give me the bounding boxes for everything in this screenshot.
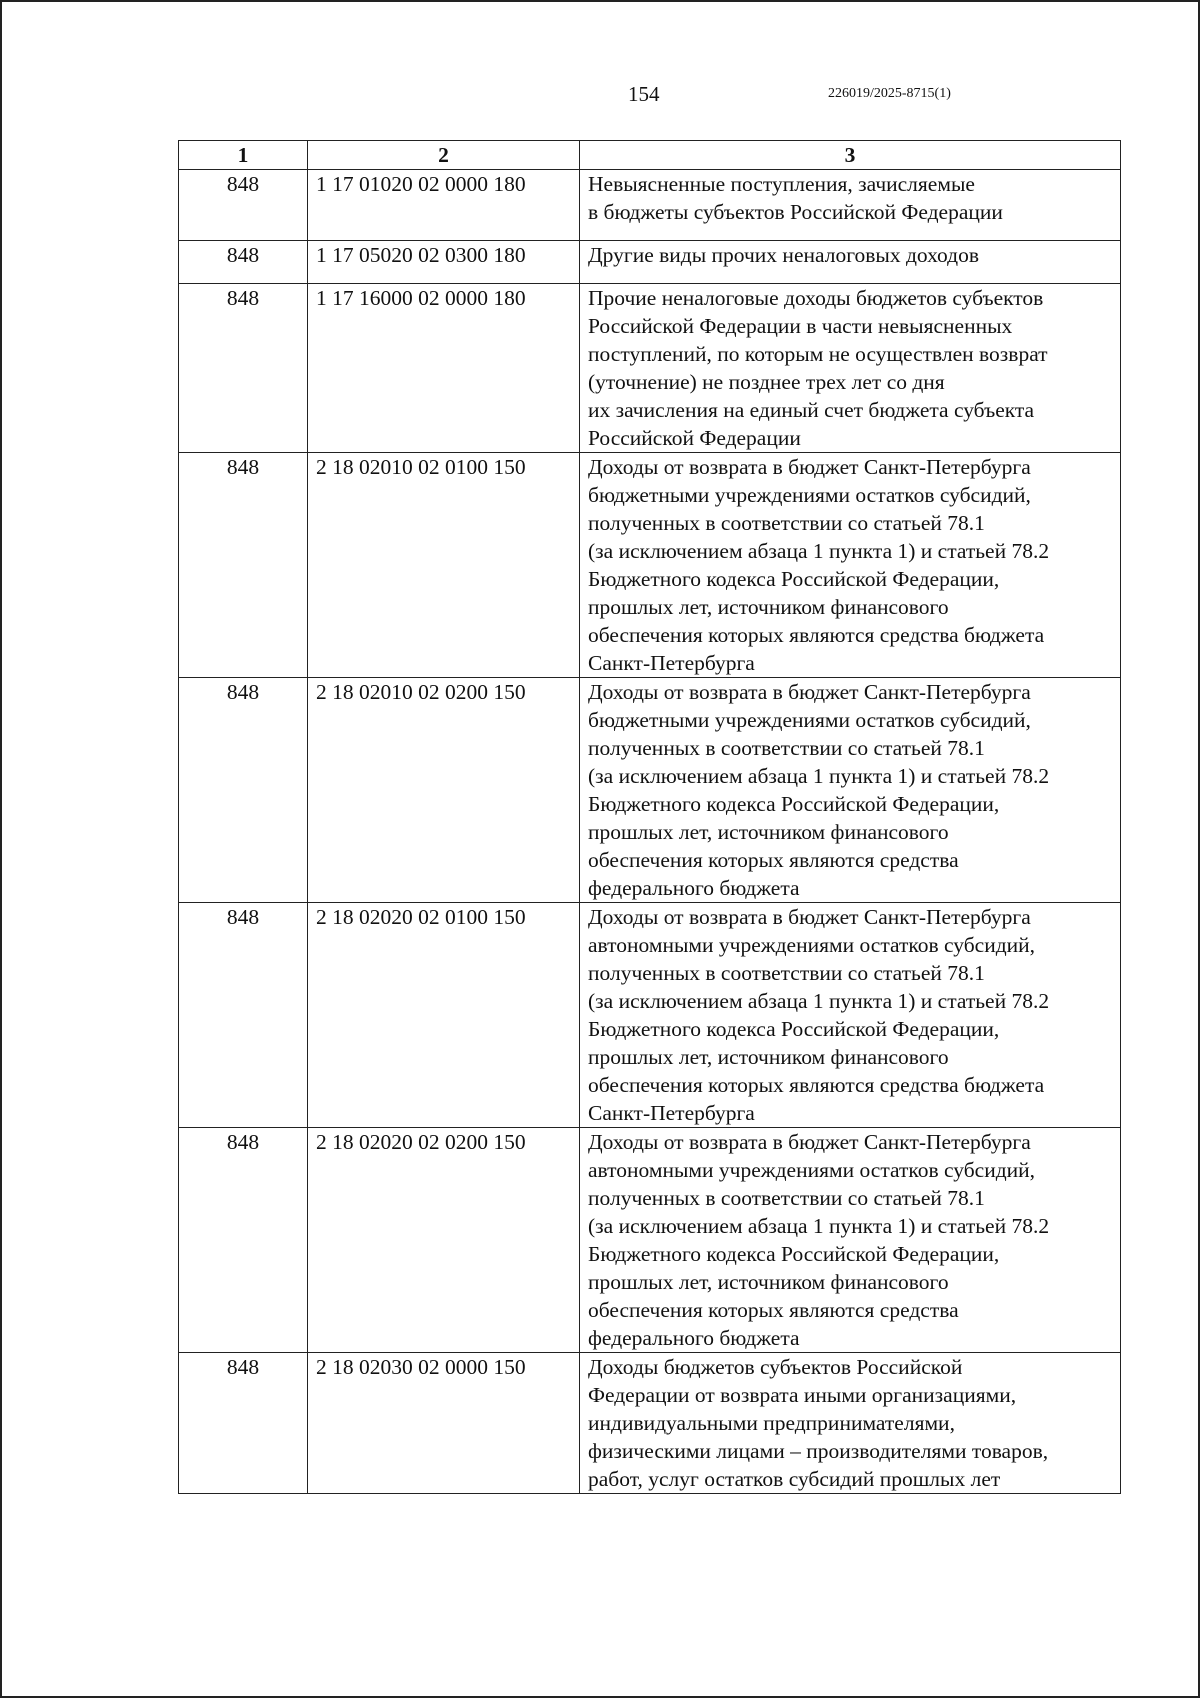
revenue-name-line: обеспечения которых являются средства бюджета <box>588 1073 1045 1097</box>
revenue-name-line: (за исключением абзаца 1 пункта 1) и статьей 78.2 <box>588 539 1050 563</box>
revenue-name-line: автономными учреждениями остатков субсидий, <box>588 933 1036 957</box>
table-row <box>179 284 1121 453</box>
revenue-name-line: автономными учреждениями остатков субсидий, <box>588 1158 1036 1182</box>
revenue-name-cell <box>580 1128 1121 1353</box>
budget-classification-code-cell: 2 18 02030 02 0000 150 <box>308 1353 580 1494</box>
revenue-name-line: бюджетными учреждениями остатков субсидий, <box>588 483 1031 507</box>
admin-code-cell: 848 <box>179 1128 308 1353</box>
admin-code-cell: 848 <box>179 1353 308 1494</box>
revenue-name-line: Доходы от возврата в бюджет Санкт-Петербурга <box>588 680 1031 704</box>
revenue-name-line: поступлений, по которым не осуществлен возврат <box>588 342 1048 366</box>
admin-code-cell: 848 <box>179 284 308 453</box>
revenue-name-line: в бюджеты субъектов Российской Федерации <box>588 200 1003 224</box>
revenue-name-line: Бюджетного кодекса Российской Федерации, <box>588 1017 1000 1041</box>
table-row <box>179 903 1121 1128</box>
revenue-name-line: Доходы от возврата в бюджет Санкт-Петербурга <box>588 455 1031 479</box>
revenue-name-line: обеспечения которых являются средства <box>588 848 959 872</box>
revenue-name-line: (уточнение) не позднее трех лет со дня <box>588 370 945 394</box>
revenue-name-line: Доходы от возврата в бюджет Санкт-Петербурга <box>588 905 1031 929</box>
table-row <box>179 678 1121 903</box>
revenue-name-line: Российской Федерации в части невыясненных <box>588 314 1013 338</box>
table-row <box>179 1353 1121 1494</box>
revenue-name-line: полученных в соответствии со статьей 78.1 <box>588 961 985 985</box>
revenue-name-line: (за исключением абзаца 1 пункта 1) и статьей 78.2 <box>588 764 1050 788</box>
revenue-name-cell <box>580 284 1121 453</box>
revenue-name-line: обеспечения которых являются средства <box>588 1298 959 1322</box>
revenue-name-line: Санкт-Петербурга <box>588 1101 755 1125</box>
table-row <box>179 453 1121 678</box>
admin-code-cell: 848 <box>179 241 308 284</box>
column-header-2: 2 <box>308 141 580 170</box>
revenue-name-line: работ, услуг остатков субсидий прошлых лет <box>588 1467 1001 1491</box>
revenue-name-line: полученных в соответствии со статьей 78.1 <box>588 1186 985 1210</box>
budget-classification-code-cell: 1 17 16000 02 0000 180 <box>308 284 580 453</box>
revenue-name-cell <box>580 1353 1121 1494</box>
revenue-name-line: Федерации от возврата иными организациями, <box>588 1383 1017 1407</box>
revenue-name-cell <box>580 453 1121 678</box>
budget-classification-code-cell: 2 18 02020 02 0100 150 <box>308 903 580 1128</box>
table-row <box>179 241 1121 284</box>
revenue-name-line: Бюджетного кодекса Российской Федерации, <box>588 792 1000 816</box>
admin-code-cell: 848 <box>179 170 308 241</box>
revenue-name-line: Другие виды прочих неналоговых доходов <box>588 243 980 267</box>
revenue-name-line: Доходы от возврата в бюджет Санкт-Петербурга <box>588 1130 1031 1154</box>
table-body <box>179 170 1121 1494</box>
page-number: 154 <box>628 82 660 106</box>
budget-classification-code-cell: 2 18 02010 02 0100 150 <box>308 453 580 678</box>
revenue-name-line: федерального бюджета <box>588 1326 800 1350</box>
revenue-name-line: федерального бюджета <box>588 876 800 900</box>
table-header-row <box>179 141 1121 170</box>
table-row <box>179 1128 1121 1353</box>
revenue-name-line: полученных в соответствии со статьей 78.1 <box>588 736 985 760</box>
revenue-name-line: Бюджетного кодекса Российской Федерации, <box>588 1242 1000 1266</box>
budget-classification-code-cell: 1 17 05020 02 0300 180 <box>308 241 580 284</box>
revenue-name-line: Российской Федерации <box>588 426 801 450</box>
budget-classification-code-cell: 2 18 02020 02 0200 150 <box>308 1128 580 1353</box>
revenue-name-line: их зачисления на единый счет бюджета субъекта <box>588 398 1035 422</box>
table-row <box>179 170 1121 241</box>
revenue-name-line: (за исключением абзаца 1 пункта 1) и статьей 78.2 <box>588 989 1050 1013</box>
revenue-codes-table <box>178 140 1121 1494</box>
revenue-name-cell <box>580 170 1121 241</box>
revenue-name-line: (за исключением абзаца 1 пункта 1) и статьей 78.2 <box>588 1214 1050 1238</box>
revenue-name-line: полученных в соответствии со статьей 78.1 <box>588 511 985 535</box>
column-header-1: 1 <box>179 141 308 170</box>
admin-code-cell: 848 <box>179 903 308 1128</box>
admin-code-cell: 848 <box>179 453 308 678</box>
revenue-name-line: прошлых лет, источником финансового <box>588 595 949 619</box>
column-header-3: 3 <box>580 141 1121 170</box>
revenue-name-line: Прочие неналоговые доходы бюджетов субъектов <box>588 286 1044 310</box>
revenue-name-line: Доходы бюджетов субъектов Российской <box>588 1355 963 1379</box>
revenue-name-line: Санкт-Петербурга <box>588 651 755 675</box>
revenue-name-cell <box>580 903 1121 1128</box>
revenue-name-line: прошлых лет, источником финансового <box>588 1270 949 1294</box>
budget-classification-code-cell: 2 18 02010 02 0200 150 <box>308 678 580 903</box>
revenue-name-line: бюджетными учреждениями остатков субсидий, <box>588 708 1031 732</box>
revenue-name-line: Бюджетного кодекса Российской Федерации, <box>588 567 1000 591</box>
admin-code-cell: 848 <box>179 678 308 903</box>
revenue-name-line: прошлых лет, источником финансового <box>588 820 949 844</box>
revenue-name-line: прошлых лет, источником финансового <box>588 1045 949 1069</box>
revenue-name-line: индивидуальными предпринимателями, <box>588 1411 955 1435</box>
revenue-name-line: обеспечения которых являются средства бюджета <box>588 623 1045 647</box>
revenue-name-line: Невыясненные поступления, зачисляемые <box>588 172 975 196</box>
revenue-name-cell <box>580 678 1121 903</box>
document-id: 226019/2025-8715(1) <box>828 86 951 101</box>
budget-classification-code-cell: 1 17 01020 02 0000 180 <box>308 170 580 241</box>
revenue-name-line: физическими лицами – производителями товаров, <box>588 1439 1049 1463</box>
revenue-name-cell <box>580 241 1121 284</box>
